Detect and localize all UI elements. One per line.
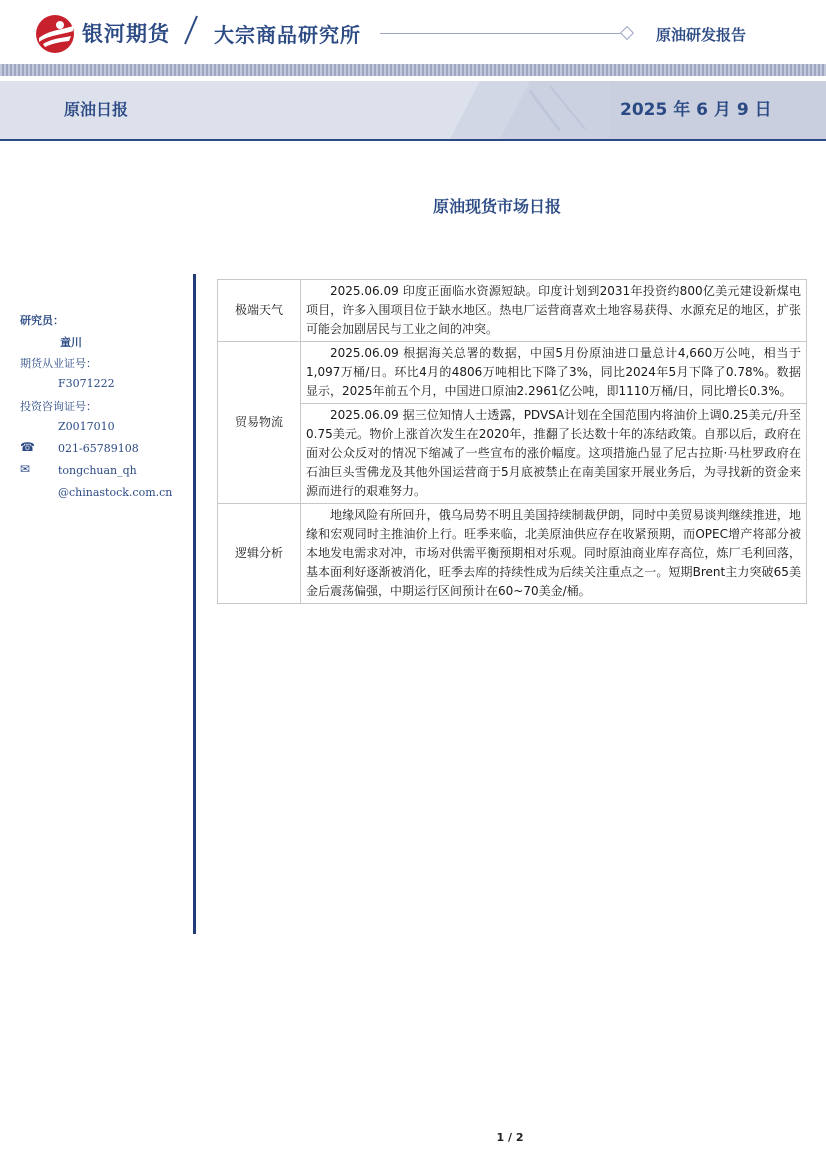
phone-number: 021-65789108 <box>58 442 139 455</box>
researcher-name: 童川 <box>60 336 82 349</box>
row-text: 2025.06.09 据三位知情人士透露，PDVSA计划在全国范围内将油价上调0.25美元/升至0.75美元。物价上涨首次发生在2020年，推翻了长达数十年的冻结政策。自那以后，政府在面对公众反对的情况下缩减了一些宣布的涨价幅度。这项措施凸显了尼古拉斯·马杜罗政府在石油巨头雪佛龙及其他外国运营商于5月底被禁止在南美国家开展业务后，为寻找新的资金来源而进行的艰难努力。 <box>301 404 807 504</box>
sidebar-divider <box>193 274 196 934</box>
row-category: 贸易物流 <box>218 342 301 504</box>
consult-number: Z0017010 <box>58 420 115 433</box>
row-text: 2025.06.09 根据海关总署的数据，中国5月份原油进口量总计4,660万公吨，相当于1,097万桶/日。环比4月的4806万吨相比下降了3%，同比2024年5月下降了0.78%。数据显示，2025年前五个月，中国进口原油2.2961亿公吨，即1110万桶/日，同比增长0.3%。 <box>301 342 807 404</box>
galaxy-logo-icon <box>35 14 75 54</box>
phone-icon: ☎ <box>20 440 35 454</box>
report-date: 2025 年 6 月 9 日 <box>620 100 772 120</box>
company-name: 银河期货 <box>82 22 170 46</box>
header-rule <box>380 33 624 34</box>
table-row <box>218 404 807 504</box>
researcher-label: 研究员： <box>20 314 64 327</box>
consult-label: 投资咨询证号： <box>20 400 97 413</box>
market-report-table <box>217 279 807 604</box>
page-number: 1 / 2 <box>496 1131 524 1144</box>
email-line-1[interactable]: tongchuan_qh <box>58 464 137 477</box>
table-row <box>218 342 807 404</box>
mail-icon: ✉ <box>20 462 31 476</box>
table-row <box>218 280 807 342</box>
band-decoration <box>230 81 610 139</box>
document-title: 原油现货市场日报 <box>432 197 561 216</box>
license-label: 期货从业证号： <box>20 357 97 370</box>
row-text: 地缘风险有所回升，俄乌局势不明且美国持续制裁伊朗，同时中美贸易谈判继续推进，地缘和宏观同时主推油价上行。旺季来临，北美原油供应存在收紧预期，而OPEC增产将部分被本地发电需求对冲，市场对供需平衡预期相对乐观。同时原油商业库存高位，炼厂毛利回落，基本面利好逐渐被消化，旺季去库的持续性成为后续关注重点之一。短期Brent主力突破65美金后震荡偏强，中期运行区间预计在60~70美金/桶。 <box>301 504 807 604</box>
report-type: 原油研发报告 <box>656 26 747 44</box>
institute-name: 大宗商品研究所 <box>214 23 361 47</box>
table-row <box>218 504 807 604</box>
email-line-2[interactable]: @chinastock.com.cn <box>58 486 173 499</box>
row-category: 极端天气 <box>218 280 301 342</box>
divider-slash <box>183 15 199 45</box>
title-band <box>0 81 826 139</box>
row-text: 2025.06.09 印度正面临水资源短缺。印度计划到2031年投资约800亿美元建设新煤电项目，许多入围项目位于缺水地区。热电厂运营商喜欢土地容易获得、水源充足的地区，扩张可能会加剧居民与工业之间的冲突。 <box>301 280 807 342</box>
license-number: F3071222 <box>58 377 115 390</box>
header-stripe <box>0 64 826 76</box>
diamond-icon <box>620 26 634 40</box>
header <box>0 0 826 64</box>
row-category: 逻辑分析 <box>218 504 301 604</box>
report-title: 原油日报 <box>64 100 129 119</box>
